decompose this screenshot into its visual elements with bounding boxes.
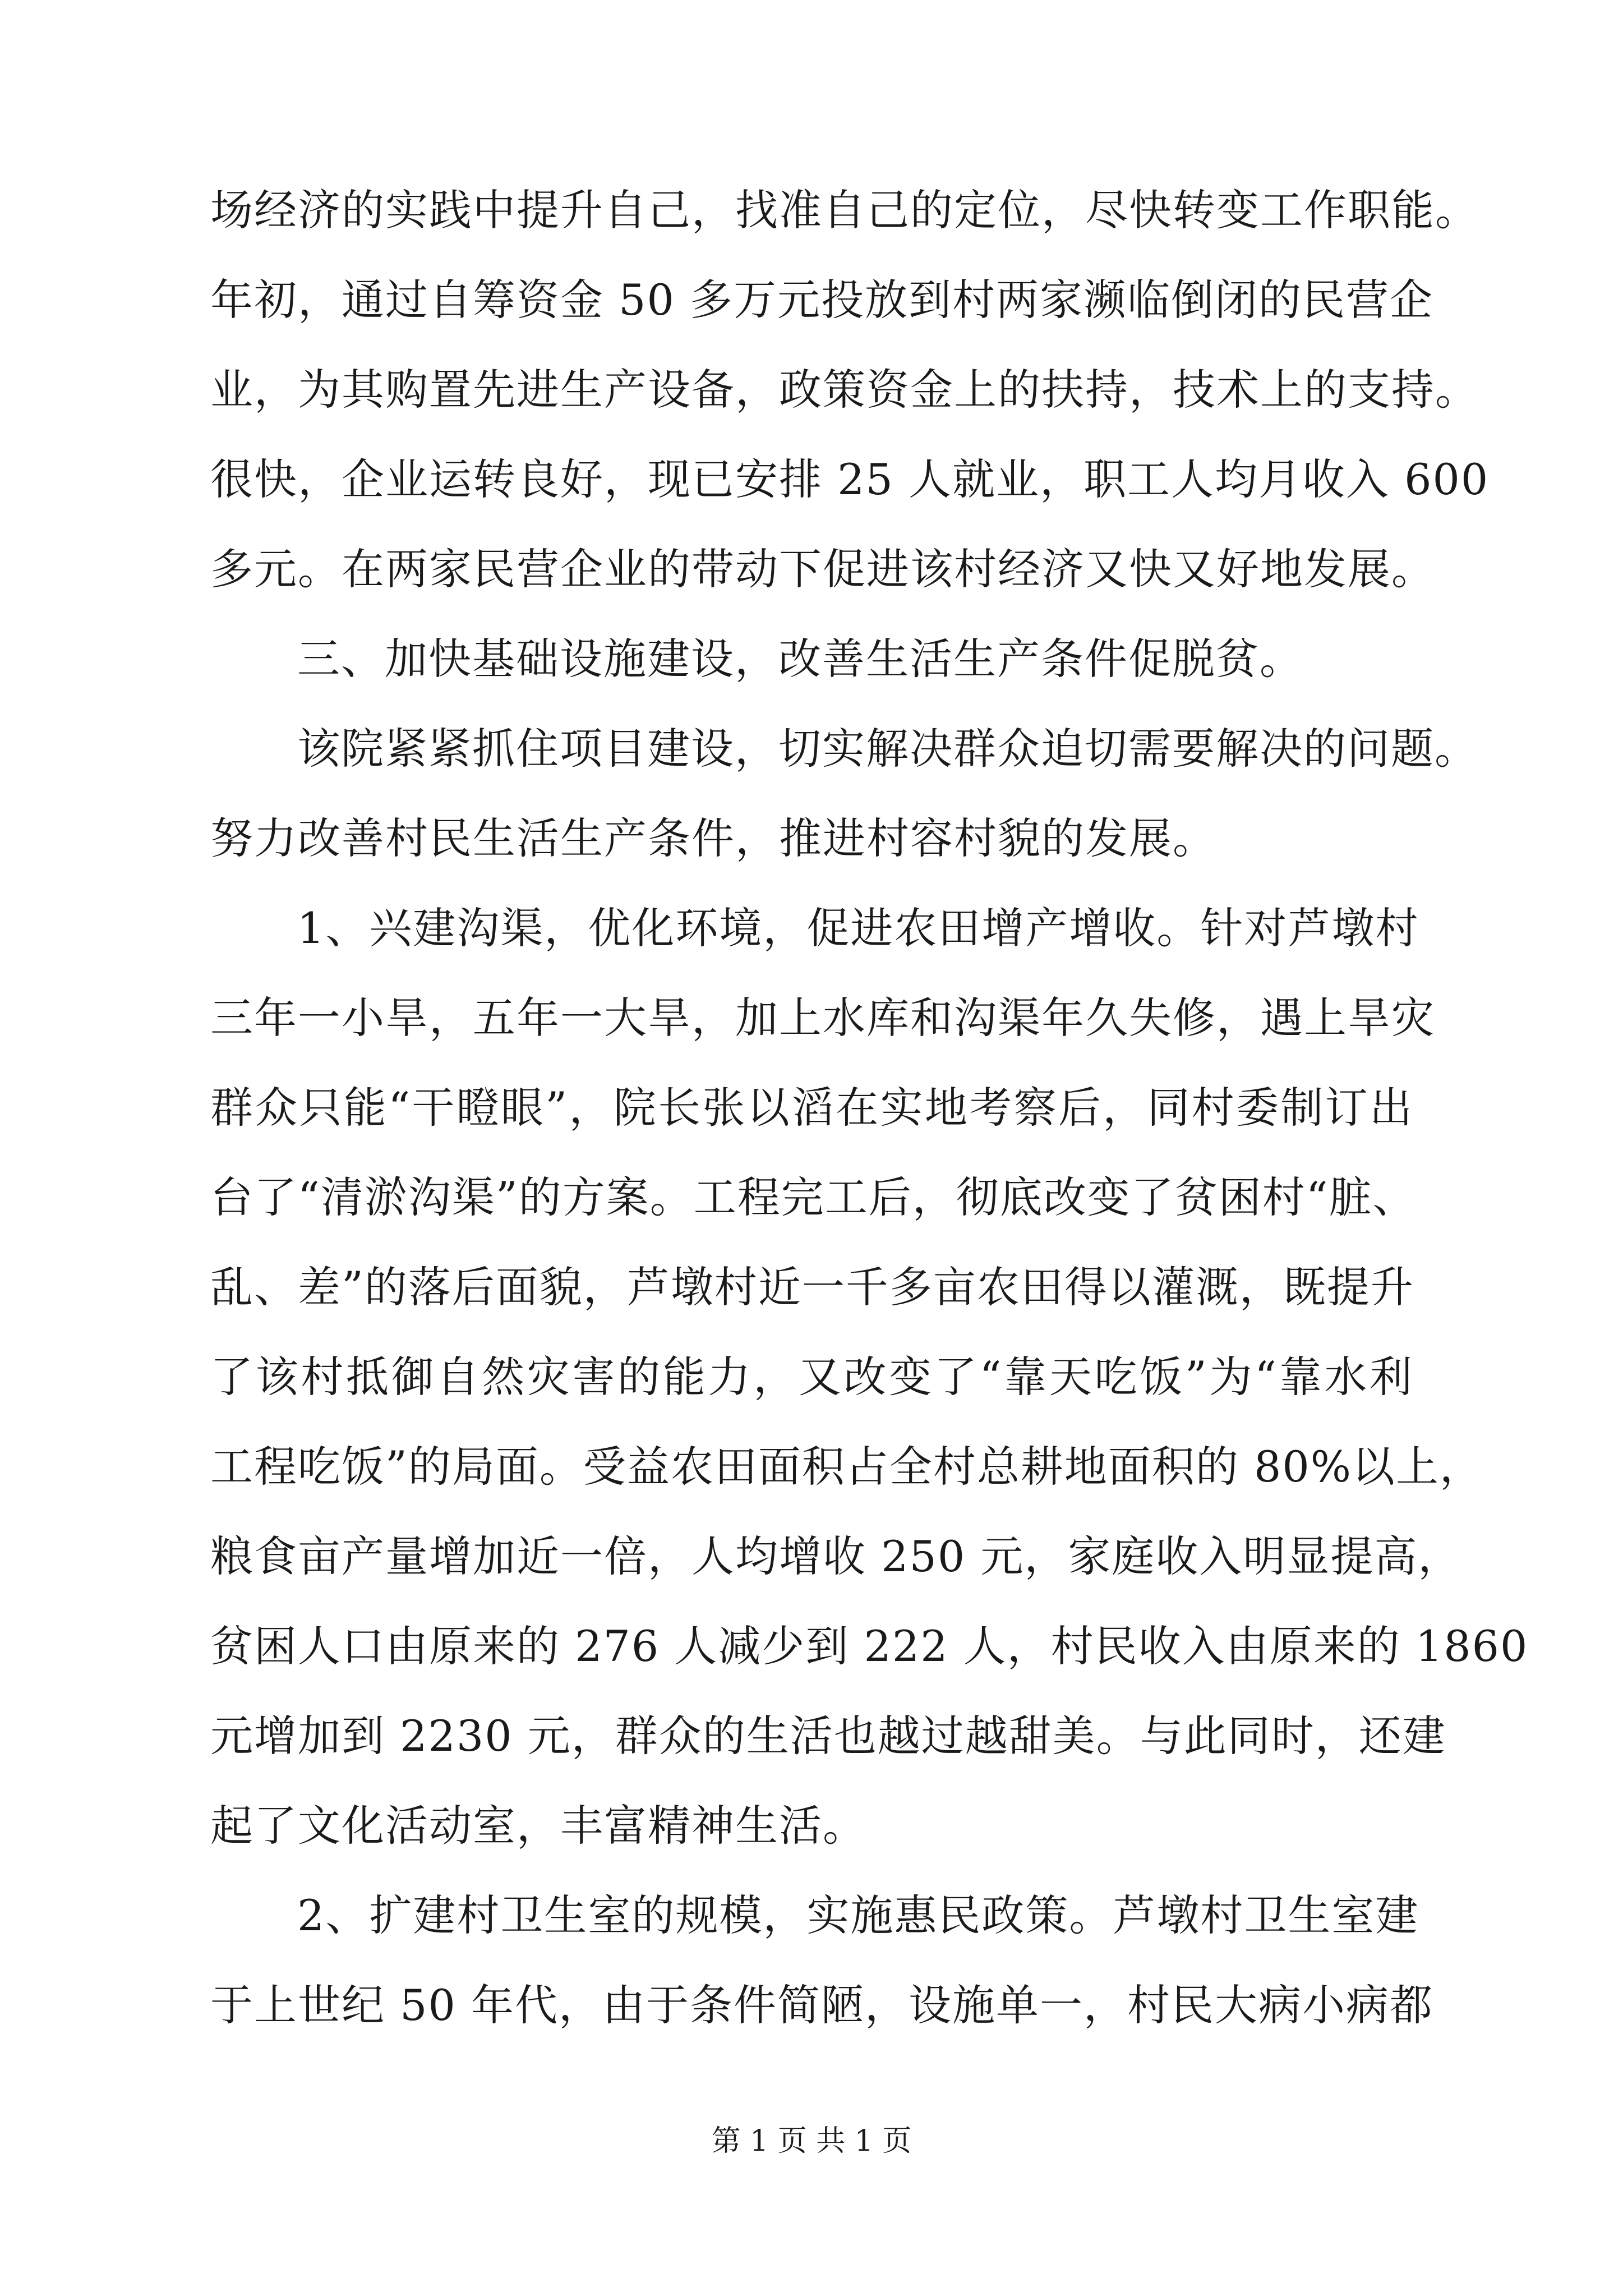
text-line: 乱、差”的落后面貌，芦墩村近一千多亩农田得以灌溉，既提升 bbox=[210, 1262, 1414, 1312]
text-line: 2、扩建村卫生室的规模，实施惠民政策。芦墩村卫生室建 bbox=[297, 1890, 1419, 1940]
text-line: 年初，通过自筹资金 50 多万元投放到村两家濒临倒闭的民营企 bbox=[210, 275, 1434, 325]
text-line: 了该村抵御自然灾害的能力，又改变了“靠天吃饭”为“靠水利 bbox=[210, 1352, 1413, 1402]
text-line: 起了文化活动室，丰富精神生活。 bbox=[210, 1801, 866, 1851]
text-line: 该院紧紧抓住项目建设，切实解决群众迫切需要解决的问题。 bbox=[297, 724, 1478, 774]
text-line: 多元。在两家民营企业的带动下促进该村经济又快又好地发展。 bbox=[210, 544, 1435, 594]
text-line: 元增加到 2230 元，群众的生活也越过越甜美。与此同时，还建 bbox=[210, 1711, 1446, 1761]
text-line: 于上世纪 50 年代，由于条件简陋，设施单一，村民大病小病都 bbox=[210, 1980, 1434, 2030]
text-line: 群众只能“干瞪眼”，院长张以滔在实地考察后，同村委制订出 bbox=[210, 1083, 1413, 1133]
text-line: 业，为其购置先进生产设备，政策资金上的扶持，技术上的支持。 bbox=[210, 365, 1479, 415]
text-line: 很快，企业运转良好，现已安排 25 人就业，职工人均月收入 600 bbox=[210, 454, 1490, 504]
text-line: 场经济的实践中提升自己，找准自己的定位，尽快转变工作职能。 bbox=[210, 185, 1479, 235]
text-line: 努力改善村民生活生产条件，推进村容村貌的发展。 bbox=[210, 813, 1216, 863]
text-line: 工程吃饭”的局面。受益农田面积占全村总耕地面积的 80%以上， bbox=[210, 1442, 1483, 1492]
text-line: 1、兴建沟渠，优化环境，促进农田增产增收。针对芦墩村 bbox=[297, 903, 1419, 953]
text-line: 贫困人口由原来的 276 人减少到 222 人，村民收入由原来的 1860 bbox=[210, 1621, 1529, 1671]
text-line: 粮食亩产量增加近一倍，人均增收 250 元，家庭收入明显提高， bbox=[210, 1531, 1462, 1581]
section-heading: 三、加快基础设施建设，改善生活生产条件促脱贫。 bbox=[297, 634, 1303, 684]
page-number-footer: 第 1 页 共 1 页 bbox=[711, 2124, 912, 2158]
text-line: 三年一小旱，五年一大旱，加上水库和沟渠年久失修，遇上旱灾 bbox=[210, 993, 1435, 1043]
text-line: 台了“清淤沟渠”的方案。工程完工后，彻底改变了贫困村“脏、 bbox=[210, 1172, 1417, 1222]
